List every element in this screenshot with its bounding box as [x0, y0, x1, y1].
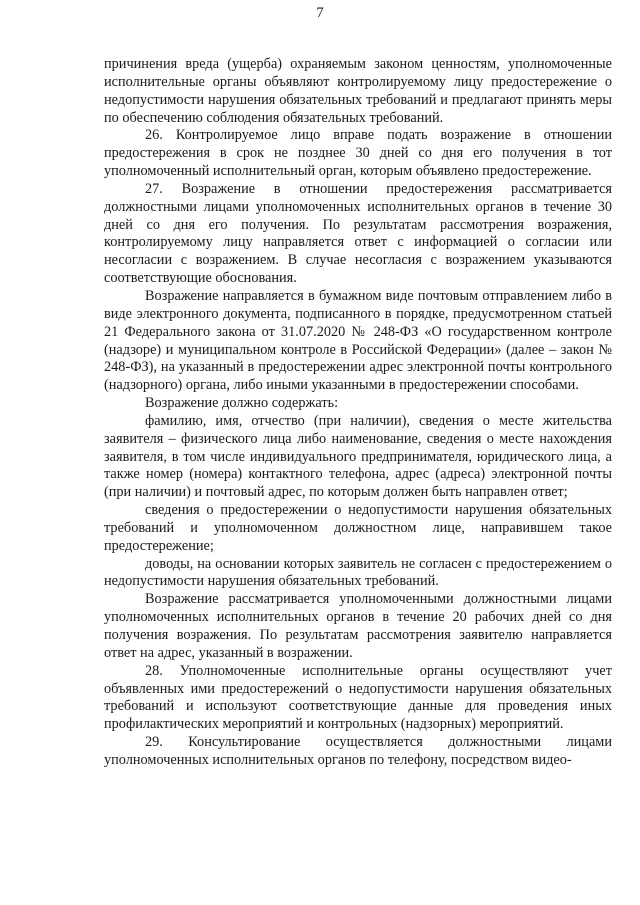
- paragraph-continuation: причинения вреда (ущерба) охраняемым законом ценностям, уполномоченные исполнительные органы объявляют контролируемому лицу предостережение о недопустимости нарушения обязательных требований и предлагают принять меры по обеспечению соблюдения обязательных требований.: [104, 56, 612, 126]
- paragraph-item-26: 26. Контролируемое лицо вправе подать возражение в отношении предостережения в срок не позднее 30 дней со дня его получения в тот уполномоченный исполнительный орган, которым объявлено предостережение.: [104, 127, 612, 180]
- paragraph-item-28: 28. Уполномоченные исполнительные органы осуществляют учет объявленных ими предостережений о недопустимости нарушения обязательных требований и используют соответствующие данные для проведения иных профилактических мероприятий и контрольных (надзорных) мероприятий.: [104, 662, 612, 733]
- paragraph-objection-review: Возражение рассматривается уполномоченными должностными лицами уполномоченных исполнительных органов в течение 20 рабочих дней со дня получения возражения. По результатам рассмотрения заявителю направляется ответ на адрес, указанный в возражении.: [104, 591, 612, 661]
- paragraph-objection-requirement-2: сведения о предостережении о недопустимости нарушения обязательных требований и уполномоченном должностном лице, направившем такое предостережение;: [104, 502, 612, 554]
- paragraph-objection-requirement-3: доводы, на основании которых заявитель не согласен с предостережением о недопустимости нарушения обязательных требований.: [104, 555, 612, 590]
- paragraph-item-29: 29. Консультирование осуществляется должностными лицами уполномоченных исполнительных органов по телефону, посредством видео-: [104, 734, 612, 768]
- paragraph-objection-delivery: Возражение направляется в бумажном виде почтовым отправлением либо в виде электронного документа, подписанного в порядке, предусмотренном статьей 21 Федерального закона от 31.07.2020 № 248-ФЗ «О государственном контроле (надзоре) и муниципальном контроле в Российской Федерации» (далее – закон № 248-ФЗ), на указанный в предостережении адрес электронной почты контрольного (надзорного) органа, либо иными указанными в предостережении способами.: [104, 287, 612, 394]
- paragraph-objection-contents-intro: Возражение должно содержать:: [145, 395, 339, 412]
- document-body: [104, 56, 612, 770]
- paragraph-item-27: 27. Возражение в отношении предостережения рассматривается должностными лицами уполномоченных исполнительных органов в течение 30 дней со дня его получения. По результатам рассмотрения возражения, контролируемому лицу направляется ответ с информацией о согласии или несогласии с возражением. В случае несогласия с возражением указываются соответствующие обоснования.: [104, 180, 612, 287]
- page-number: 7: [316, 5, 324, 21]
- paragraph-objection-requirement-1: фамилию, имя, отчество (при наличии), сведения о месте жительства заявителя – физического лица либо наименование, сведения о месте нахождения заявителя, в том числе индивидуального предпринимателя, юридического лица, а также номер (номера) контактного телефона, адрес (адреса) электронной почты (при наличии) и почтовый адрес, по которым должен быть направлен ответ;: [104, 412, 612, 501]
